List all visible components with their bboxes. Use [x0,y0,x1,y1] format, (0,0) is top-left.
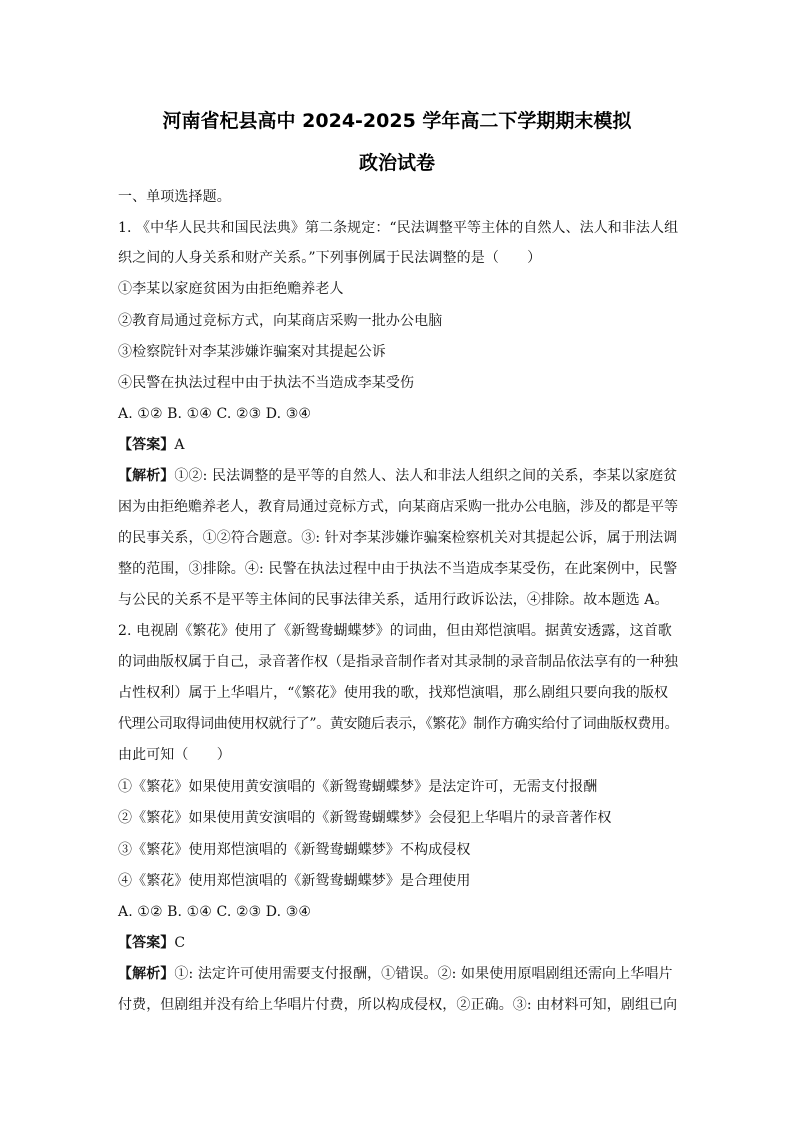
q2-stem-line4: 代理公司取得词曲使用权就行了”。黄安随后表示，《繁花》制作方确实给付了词曲版权费用。 [118,716,679,732]
q2-analysis-line2: 付费，但剧组并没有给上华唱片付费，所以构成侵权，②正确。③: 由材料可知，剧组已向 [118,997,678,1013]
q2-analysis-line1 [118,964,678,984]
q2-choices: A. ①② B. ①④ C. ②③ D. ③④ [118,904,311,920]
q2-option-4: ④《繁花》使用郑恺演唱的《新鸳鸯蝴蝶梦》是合理使用 [118,873,471,889]
q1-option-4: ④民警在执法过程中由于执法不当造成李某受伤 [118,375,415,391]
answer-tag: 【答案】 [118,935,175,951]
analysis-text: ①: 法定许可使用需要支付报酬，①错误。②: 如果使用原唱剧组还需向上华唱片 [174,966,673,982]
document-subtitle: 政治试卷 [358,152,435,174]
q1-option-2: ②教育局通过竞标方式，向某商店采购一批办公电脑 [118,313,443,329]
answer-value: A [174,437,185,453]
q1-stem-line1: 1. 《中华人民共和国民法典》第二条规定：“民法调整平等主体的自然人、法人和非法人组 [118,220,679,236]
q1-option-1: ①李某以家庭贫困为由拒绝赡养老人 [118,281,344,297]
q1-answer [118,435,678,455]
q1-analysis-line3: 的民事关系，①②符合题意。③: 针对李某涉嫌诈骗案检察机关对其提起公诉，属于刑法调 [118,530,678,546]
q2-answer [118,933,678,953]
q1-option-3: ③检察院针对李某涉嫌诈骗案对其提起公诉 [118,344,386,360]
analysis-text: ①②: 民法调整的是平等的自然人、法人和非法人组织之间的关系，李某以家庭贫 [174,468,678,484]
q1-analysis-line4: 整的范围，③排除。④: 民警在执法过程中由于执法不当造成李某受伤，在此案例中，民警 [118,561,678,577]
section-heading: 一、单项选择题。 [118,189,231,205]
q1-analysis-line1 [118,466,678,486]
q2-stem-line5: 由此可知（ ） [118,747,231,763]
q2-option-3: ③《繁花》使用郑恺演唱的《新鸳鸯蝴蝶梦》不构成侵权 [118,842,471,858]
q2-option-1: ①《繁花》如果使用黄安演唱的《新鸳鸯蝴蝶梦》是法定许可，无需支付报酬 [118,779,598,795]
analysis-tag: 【解析】 [118,468,175,484]
q2-stem-line3: 占性权利）属于上华唱片，“《繁花》使用我的歌，找郑恺演唱，那么剧组只要向我的版权 [118,685,669,701]
document-title: 河南省杞县高中 2024-2025 学年高二下学期期末模拟 [162,110,632,132]
q1-stem-line2: 织之间的人身关系和财产关系。”下列事例属于民法调整的是（ ） [118,250,542,266]
q1-choices: A. ①② B. ①④ C. ②③ D. ③④ [118,406,311,422]
q2-stem-line1: 2. 电视剧《繁花》使用了《新鸳鸯蝴蝶梦》的词曲，但由郑恺演唱。据黄安透露，这首歌 [118,623,672,639]
q2-stem-line2: 的词曲版权属于自己，录音著作权（是指录音制作者对其录制的录音制品依法享有的一种独 [118,654,678,670]
answer-tag: 【答案】 [118,437,175,453]
analysis-tag: 【解析】 [118,966,175,982]
q1-analysis-line5: 与公民的关系不是平等主体间的民事法律关系，适用行政诉讼法，④排除。故本题选 A。 [118,592,669,608]
q2-option-2: ②《繁花》如果使用黄安演唱的《新鸳鸯蝴蝶梦》会侵犯上华唱片的录音著作权 [118,810,612,826]
answer-value: C [174,935,186,951]
q1-analysis-line2: 困为由拒绝赡养老人，教育局通过竞标方式，向某商店采购一批办公电脑，涉及的都是平等 [118,499,678,515]
